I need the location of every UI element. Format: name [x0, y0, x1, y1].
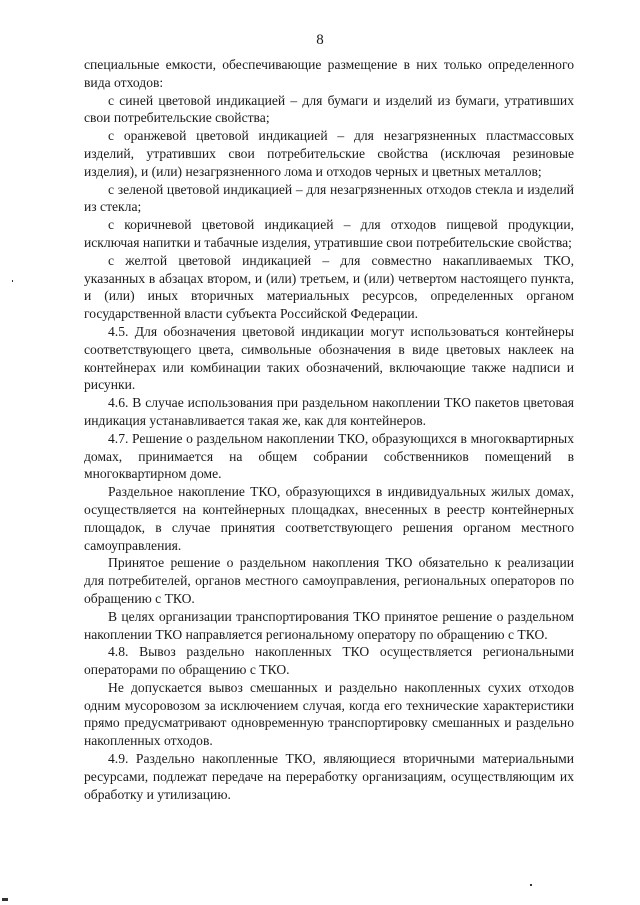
document-body	[84, 56, 574, 803]
paragraph: 4.5. Для обозначения цветовой индикации могут использоваться контейнеры соответствующего цвета, символьные обозначения в виде цветовых наклеек на контейнерах или комбинации таких обозначений, включающие также надписи и рисунки.	[84, 323, 574, 393]
scan-artifact	[12, 280, 13, 282]
scan-artifact	[2, 898, 8, 901]
paragraph: с зеленой цветовой индикацией – для незагрязненных отходов стекла и изделий из стекла;	[84, 181, 574, 215]
scan-artifact	[530, 884, 532, 886]
paragraph: Принятое решение о раздельном накопления ТКО обязательно к реализации для потребителей, органов местного самоуправления, региональных операторов по обращению с ТКО.	[84, 555, 574, 606]
paragraph: 4.6. В случае использования при раздельном накоплении ТКО пакетов цветовая индикация устанавливается такая же, как для контейнеров.	[84, 395, 574, 428]
page-number: 8	[316, 32, 324, 48]
paragraph: с коричневой цветовой индикацией – для отходов пищевой продукции, исключая напитки и табачные изделия, утратившие свои потребительские свойства;	[84, 217, 574, 250]
paragraph: 4.7. Решение о раздельном накоплении ТКО, образующихся в многоквартирных домах, принимается на общем собрании собственников помещений в многоквартирном доме.	[84, 430, 574, 482]
paragraph: специальные емкости, обеспечивающие размещение в них только определенного вида отходов:	[84, 57, 574, 90]
paragraph: с синей цветовой индикацией – для бумаги и изделий из бумаги, утративших свои потребительские свойства;	[84, 92, 574, 126]
paragraph: Раздельное накопление ТКО, образующихся в индивидуальных жилых домах, осуществляется на контейнерных площадках, внесенных в реестр контейнерных площадок, в случае принятия соответствующего решения органом местного самоуправления.	[84, 484, 574, 553]
paragraph: В целях организации транспортирования ТКО принятое решение о раздельном накоплении ТКО направляется региональному оператору по обращению с ТКО.	[84, 608, 574, 642]
paragraph: Не допускается вывоз смешанных и раздельно накопленных сухих отходов одним мусоровозом за исключением случая, когда его технические характеристики прямо предусматривают одновременную транспортировку смешанных и раздельно накопленных отходов.	[84, 679, 574, 749]
paragraph: с желтой цветовой индикацией – для совместно накапливаемых ТКО, указанных в абзацах втором, и (или) третьем, и (или) четвертом настоящего пункта, и (или) иных вторичных материальных ресурсов, определенных органом государственной власти субъекта Российской Федерации.	[84, 252, 574, 322]
paragraph: 4.8. Вывоз раздельно накопленных ТКО осуществляется региональными операторами по обращению с ТКО.	[84, 644, 574, 678]
paragraph: 4.9. Раздельно накопленные ТКО, являющиеся вторичными материальными ресурсами, подлежат передаче на переработку организациям, осуществляющим их обработку и утилизацию.	[84, 751, 574, 802]
paragraph: с оранжевой цветовой индикацией – для незагрязненных пластмассовых изделий, утративших свои потребительские свойства (исключая резиновые изделия), и (или) незагрязненного лома и отходов черных и цветных металлов;	[84, 128, 574, 179]
